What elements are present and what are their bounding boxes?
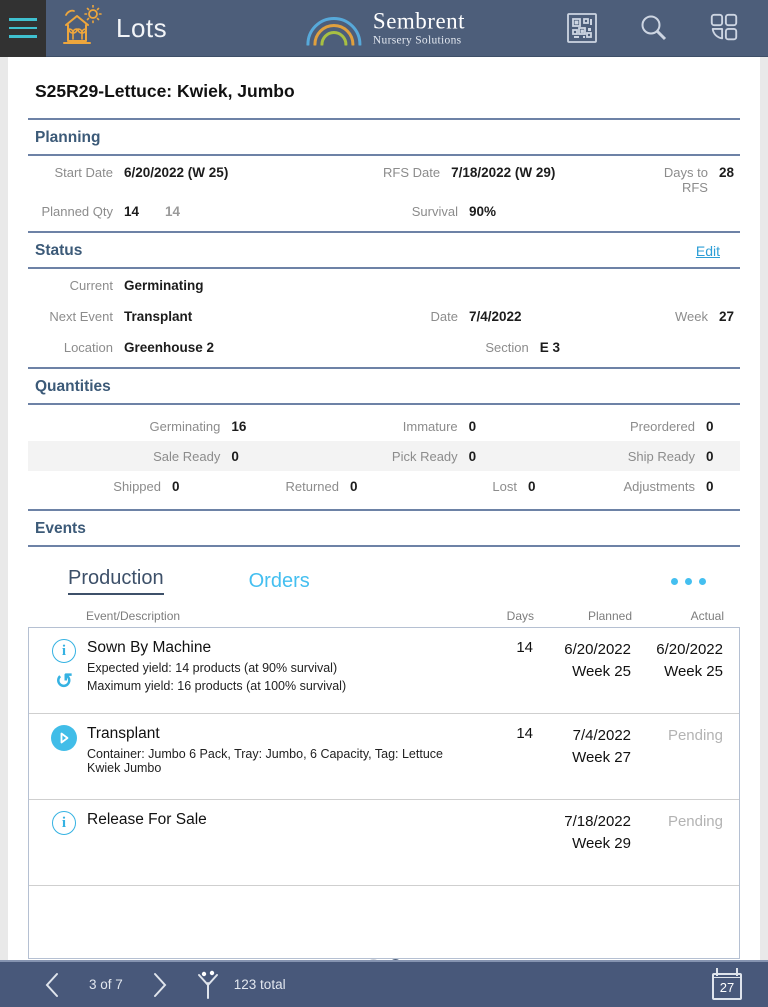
events-table: [28, 627, 740, 959]
qty-value: 0: [706, 478, 714, 494]
event-planned-date: 7/4/2022: [572, 727, 631, 744]
quantities-heading: Quantities: [35, 378, 111, 395]
event-row-release-for-sale[interactable]: [29, 800, 739, 886]
quantities-row: [28, 471, 740, 501]
next-event-label: Next Event: [49, 309, 113, 324]
events-heading: Events: [35, 520, 86, 537]
qty-value: 16: [231, 418, 247, 434]
qty-label: Immature: [402, 418, 458, 434]
lot-title: S25R29-Lettuce: Kwiek, Jumbo: [35, 81, 295, 101]
qty-label: Ship Ready: [627, 448, 695, 464]
event-planned-week: Week 29: [572, 834, 631, 852]
calendar-week-button[interactable]: [712, 968, 742, 1002]
greenhouse-icon: [60, 5, 104, 52]
tab-production[interactable]: Production: [68, 567, 164, 595]
status-heading: Status: [35, 242, 83, 259]
lot-detail-panel: [8, 57, 760, 960]
event-planned-date: 7/18/2022: [564, 813, 631, 830]
planned-qty-secondary: 14: [165, 204, 181, 219]
current-status-label: Current: [69, 278, 113, 293]
section-value: E 3: [539, 340, 560, 355]
rfs-date-label: RFS Date: [382, 165, 441, 180]
event-row-empty: [29, 886, 739, 958]
current-week-number: 27: [719, 980, 735, 995]
total-count-label: 123 total: [233, 977, 286, 992]
event-days: 14: [516, 725, 533, 742]
qty-label: Returned: [285, 478, 339, 494]
survival-label: Survival: [411, 204, 458, 219]
col-event-description: Event/Description: [86, 609, 181, 623]
qty-value: 0: [705, 448, 714, 464]
edit-status-link[interactable]: Edit: [695, 243, 720, 259]
hamburger-menu-button[interactable]: [0, 0, 46, 57]
tab-orders[interactable]: Orders: [248, 569, 310, 592]
qr-scan-button[interactable]: [566, 12, 598, 44]
planning-heading: Planning: [35, 129, 101, 146]
rfs-date-value: 7/18/2022 (W 29): [451, 165, 556, 180]
app-header: [0, 0, 768, 57]
qty-value: 0: [528, 478, 536, 494]
lot-position-indicator: 3 of 7: [89, 977, 123, 992]
qty-value: 0: [705, 418, 714, 434]
qty-label: Pick Ready: [391, 448, 458, 464]
event-actual-week: Week 25: [664, 662, 723, 680]
event-planned-week: Week 25: [572, 662, 631, 680]
bottom-toolbar: [0, 960, 768, 1007]
current-status-value: Germinating: [124, 278, 204, 293]
event-description: Container: Jumbo 6 Pack, Tray: Jumbo, 6 Capacity, Tag: Lettuce Kwiek Jumbo: [87, 747, 443, 775]
planned-qty-value: 14: [124, 204, 140, 219]
quantities-row: [28, 441, 740, 471]
qty-label: Lost: [492, 478, 517, 494]
apps-grid-button[interactable]: [708, 12, 740, 44]
event-description: Maximum yield: 16 products (at 100% survival): [87, 679, 347, 693]
info-icon[interactable]: i: [52, 639, 76, 663]
brand-logo: [303, 6, 465, 51]
event-row-transplant[interactable]: [29, 714, 739, 800]
location-label: Location: [63, 340, 113, 355]
event-row-sown-by-machine[interactable]: [29, 628, 739, 714]
qty-label: Shipped: [113, 478, 161, 494]
event-actual-status: Pending: [667, 727, 723, 744]
next-event-week-label: Week: [674, 309, 708, 324]
qty-value: 0: [350, 478, 358, 494]
undo-icon[interactable]: ↺: [55, 670, 73, 693]
quantities-section: [28, 367, 740, 509]
event-planned-week: Week 27: [572, 748, 631, 766]
next-event-week-value: 27: [718, 309, 734, 324]
days-to-rfs-value: 28: [718, 165, 734, 180]
event-description: Expected yield: 14 products (at 90% survival): [87, 661, 338, 675]
event-actual-status: Pending: [667, 813, 723, 830]
planned-qty-label: Planned Qty: [41, 204, 113, 219]
event-title: Sown By Machine: [87, 639, 212, 656]
event-title: Transplant: [87, 725, 160, 742]
brand-name: Sembrent: [372, 8, 466, 34]
search-button[interactable]: [638, 13, 668, 43]
play-icon[interactable]: [51, 725, 77, 751]
status-section: [28, 231, 740, 367]
survival-value: 90%: [469, 204, 497, 219]
qty-label: Germinating: [149, 418, 221, 434]
events-table-header: [28, 599, 740, 627]
start-date-label: Start Date: [54, 165, 113, 180]
qty-value: 0: [231, 448, 239, 464]
page-title: Lots: [116, 12, 168, 43]
qty-value: 0: [172, 478, 180, 494]
brand-tagline: Nursery Solutions: [372, 34, 462, 47]
next-event-date-value: 7/4/2022: [469, 309, 522, 324]
qty-value: 0: [468, 448, 477, 464]
section-label: Section: [485, 340, 529, 355]
more-options-icon[interactable]: [671, 578, 734, 585]
event-days: 14: [516, 639, 533, 656]
qty-value: 0: [468, 418, 477, 434]
col-actual: Actual: [690, 609, 724, 623]
start-date-value: 6/20/2022 (W 25): [124, 165, 229, 180]
col-days: Days: [506, 609, 534, 623]
qty-label: Adjustments: [623, 478, 695, 494]
event-planned-date: 6/20/2022: [564, 641, 631, 658]
hamburger-icon: [9, 18, 37, 21]
info-icon[interactable]: i: [52, 811, 76, 835]
days-to-rfs-label: Days to RFS: [663, 165, 708, 195]
sprout-icon: [194, 970, 222, 1000]
events-section: [28, 509, 740, 959]
event-actual-date: 6/20/2022: [656, 641, 723, 658]
event-title: Release For Sale: [87, 811, 207, 828]
qty-label: Preordered: [629, 418, 695, 434]
col-planned: Planned: [587, 609, 632, 623]
rainbow-logo-icon: [303, 6, 365, 51]
next-lot-button[interactable]: [153, 972, 168, 998]
next-event-date-label: Date: [430, 309, 458, 324]
quantities-row: [28, 411, 740, 441]
planning-section: [28, 118, 740, 231]
location-value: Greenhouse 2: [124, 340, 215, 355]
previous-lot-button[interactable]: [44, 972, 59, 998]
qty-label: Sale Ready: [153, 448, 221, 464]
next-event-value: Transplant: [124, 309, 193, 324]
